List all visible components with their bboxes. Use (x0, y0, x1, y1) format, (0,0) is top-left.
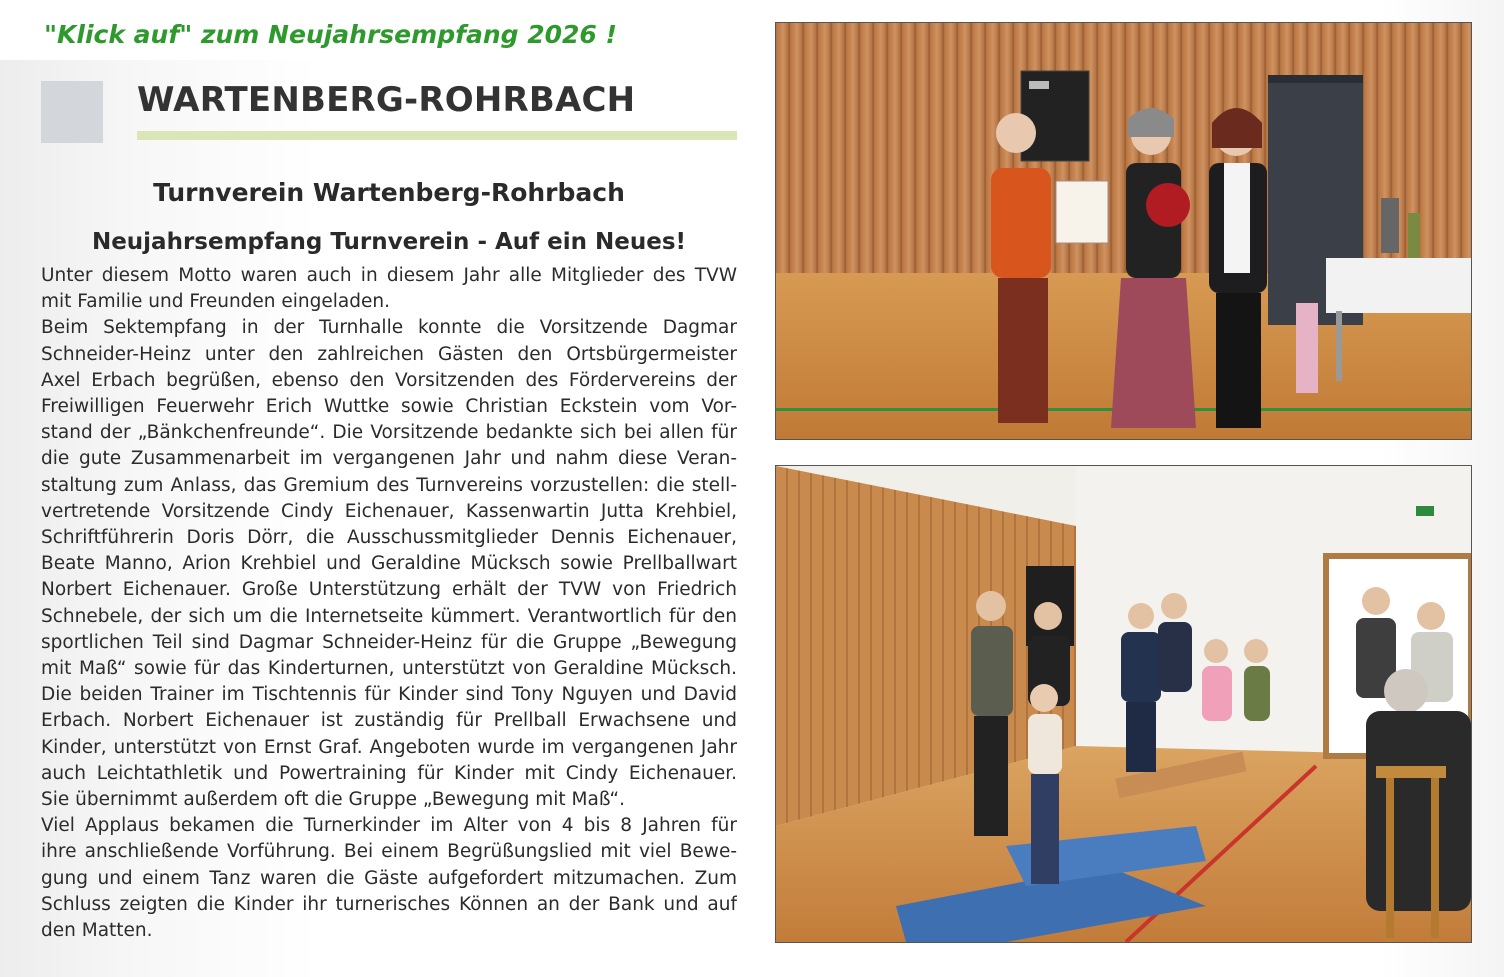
article-line: mit Familie und Freunden eingeladen. (41, 291, 390, 313)
article-title: Turnverein Wartenberg-Rohrbach (153, 178, 625, 207)
article-line: sportlichen Teil sind Dagmar Schneider-Heinz für die Gruppe „Bewegung (41, 631, 737, 653)
neujahrsempfang-promo-link[interactable]: "Klick auf" zum Neujahrsempfang 2026 ! (44, 20, 617, 49)
article-line: ihre anschließende Vorführung. Bei einem Begrüßungslied mit viel Bewe- (41, 841, 737, 863)
photo-children-gymnastics (775, 465, 1472, 943)
article-line: gung und einem Tanz waren die Gäste aufgefordert mitzumachen. Zum (41, 867, 737, 889)
article-line: Schnebele, der sich um die Internetseite kümmert. Verantwortlich für den (41, 605, 737, 627)
article-line: staltung zum Anlass, das Gremium des Turnvereins vorzustellen: die stell- (41, 474, 737, 496)
article-line: Schneider-Heinz unter den zahlreichen Gästen den Ortsbürgermeister (41, 343, 737, 365)
article-line: Schluss zeigten die Kinder ihr turnerisches Können an der Bank und auf (41, 893, 737, 915)
heading-underline (137, 131, 737, 140)
article-line: Axel Erbach begrüßen, ebenso den Vorsitzenden des Fördervereins der (41, 369, 737, 391)
article-line: Erbach. Norbert Eichenauer ist zuständig für Prellball Erwachsene und (41, 710, 737, 732)
article-subtitle: Neujahrsempfang Turnverein - Auf ein Neues! (91, 229, 687, 255)
article-line: Sie übernimmt außerdem oft die Gruppe „Bewegung mit Maß“. (41, 789, 625, 811)
article-line: Die beiden Trainer im Tischtennis für Kinder sind Tony Nguyen und David (41, 684, 737, 706)
article-line: Unter diesem Motto waren auch in diesem Jahr alle Mitglieder des TVW (41, 265, 737, 286)
article-line: Beim Sektempfang in der Turnhalle konnte die Vorsitzende Dagmar (41, 317, 737, 339)
article-line: Norbert Eichenauer. Große Unterstützung erhält der TVW von Friedrich (41, 579, 737, 601)
article-line: Freiwilligen Feuerwehr Erich Wuttke sowie Christian Eckstein vom Vor- (41, 396, 737, 418)
article-line: auch Leichtathletik und Powertraining für Kinder mit Cindy Eichenauer. (41, 762, 737, 784)
article-line: stand der „Bänkchenfreunde“. Die Vorsitzende bedankte sich bei allen für (41, 422, 737, 444)
article-line: den Matten. (41, 920, 153, 942)
article-line: Schriftführerin Doris Dörr, die Ausschussmitglieder Dennis Eichenauer, (41, 527, 737, 549)
section-marker (41, 81, 103, 143)
article-line: vertretende Vorsitzende Cindy Eichenauer, Kassenwartin Jutta Krehbiel, (41, 500, 737, 522)
article-line: Kinder, unterstützt von Ernst Graf. Angeboten wurde im vergangenen Jahr (41, 736, 737, 758)
article-line: die gute Zusammenarbeit im vergangenen Jahr und nahm diese Veran- (41, 448, 737, 470)
article-line: Viel Applaus bekamen die Turnerkinder im Alter von 4 bis 8 Jahren für (41, 815, 737, 837)
article-line: Beate Manno, Arion Krehbiel und Geraldine Mücksch sowie Prellballwart (41, 553, 737, 575)
region-heading: WARTENBERG-ROHRBACH (137, 80, 636, 120)
photo-award-presentation (775, 22, 1472, 440)
article-body (41, 263, 737, 944)
article-line: mit Maß“ sowie für das Kinderturnen, unterstützt von Geraldine Mücksch. (41, 658, 737, 680)
